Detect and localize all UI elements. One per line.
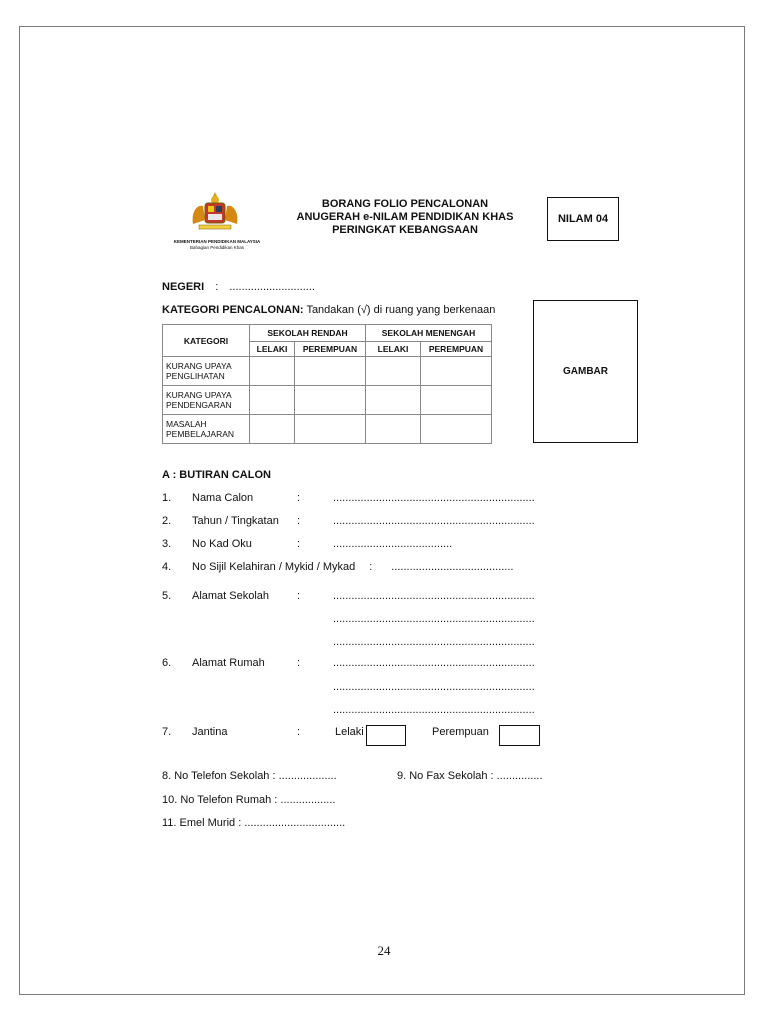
checkbox-cell[interactable] <box>295 386 366 415</box>
field-no-telefon-rumah[interactable]: 10. No Telefon Rumah : .................. <box>162 794 336 806</box>
alamat-sekolah-line-2[interactable]: .................................................................. <box>333 613 535 625</box>
ministry-name <box>162 239 272 251</box>
alamat-rumah-line-2[interactable]: .................................................................. <box>333 681 535 693</box>
table-row <box>163 357 492 386</box>
coat-of-arms-logo <box>185 190 245 234</box>
field-alamat-rumah[interactable]: 6. Alamat Rumah : .................................................................. <box>162 657 535 669</box>
checkbox-cell[interactable] <box>366 415 421 444</box>
checkbox-cell[interactable] <box>421 415 492 444</box>
sub-lelaki-1: LELAKI <box>250 342 295 357</box>
checkbox-cell[interactable] <box>295 357 366 386</box>
field-nama-calon[interactable]: 1. Nama Calon : .................................................................. <box>162 492 535 504</box>
checkbox-cell[interactable] <box>250 415 295 444</box>
section-a-title: A : BUTIRAN CALON <box>162 469 271 481</box>
checkbox-cell[interactable] <box>250 386 295 415</box>
jantina-lelaki-checkbox[interactable] <box>366 725 406 746</box>
negeri-dots: ............................ <box>229 281 315 293</box>
title-line-2: ANUGERAH e-NILAM PENDIDIKAN KHAS <box>296 211 514 223</box>
jantina-perempuan-checkbox[interactable] <box>499 725 540 746</box>
page-number: 24 <box>377 943 391 958</box>
sub-perempuan-1: PEREMPUAN <box>295 342 366 357</box>
checkbox-cell[interactable] <box>250 357 295 386</box>
field-no-kad-oku[interactable]: 3. No Kad Oku : ....................................... <box>162 538 453 550</box>
jantina-lelaki-label: Lelaki <box>335 726 364 738</box>
checkbox-cell[interactable] <box>366 386 421 415</box>
table-row <box>163 386 492 415</box>
kategori-label: KATEGORI PENCALONAN: <box>162 304 304 316</box>
form-title <box>270 198 540 237</box>
field-no-telefon-sekolah[interactable]: 8. No Telefon Sekolah : ................... <box>162 770 337 782</box>
photo-box[interactable]: GAMBAR <box>533 300 638 443</box>
negeri-field[interactable] <box>162 281 315 293</box>
kategori-instruction: Tandakan (√) di ruang yang berkenaan <box>306 304 496 316</box>
checkbox-cell[interactable] <box>421 386 492 415</box>
kategori-table <box>162 324 492 444</box>
checkbox-cell[interactable] <box>295 415 366 444</box>
jantina-perempuan-label: Perempuan <box>432 726 489 738</box>
sub-perempuan-2: PEREMPUAN <box>421 342 492 357</box>
kategori-heading <box>162 304 495 316</box>
checkbox-cell[interactable] <box>421 357 492 386</box>
checkbox-cell[interactable] <box>366 357 421 386</box>
row-label: KURANG UPAYA PENGLIHATAN <box>163 357 250 386</box>
form-code-box: NILAM 04 <box>547 197 619 241</box>
field-no-fax-sekolah[interactable]: 9. No Fax Sekolah : ............... <box>397 770 543 782</box>
ministry-title: KEMENTERIAN PENDIDIKAN MALAYSIA <box>173 239 261 244</box>
sub-lelaki-2: LELAKI <box>366 342 421 357</box>
alamat-rumah-line-3[interactable]: .................................................................. <box>333 704 535 716</box>
field-alamat-sekolah[interactable]: 5. Alamat Sekolah : .................................................................. <box>162 590 535 602</box>
field-jantina: 7. Jantina : <box>162 726 301 738</box>
title-line-3: PERINGKAT KEBANGSAAN <box>332 224 478 236</box>
group-sekolah-rendah: SEKOLAH RENDAH <box>250 325 366 342</box>
negeri-sep: : <box>215 281 219 293</box>
negeri-label: NEGERI <box>162 281 205 293</box>
row-label: KURANG UPAYA PENDENGARAN <box>163 386 250 415</box>
field-emel-murid[interactable]: 11. Emel Murid : ................................. <box>162 817 346 829</box>
ministry-subtitle: Bahagian Pendidikan Khas <box>189 245 245 250</box>
group-sekolah-menengah: SEKOLAH MENENGAH <box>366 325 492 342</box>
alamat-sekolah-line-3[interactable]: .................................................................. <box>333 636 535 648</box>
field-tahun-tingkatan[interactable]: 2. Tahun / Tingkatan : .................................................................. <box>162 515 535 527</box>
field-no-sijil-kelahiran[interactable]: 4. No Sijil Kelahiran / Mykid / Mykad : ........................................ <box>162 561 514 573</box>
row-label: MASALAH PEMBELAJARAN <box>163 415 250 444</box>
page-border <box>19 26 745 995</box>
table-row <box>163 415 492 444</box>
title-line-1: BORANG FOLIO PENCALONAN <box>321 198 489 210</box>
col-kategori: KATEGORI <box>163 325 250 357</box>
